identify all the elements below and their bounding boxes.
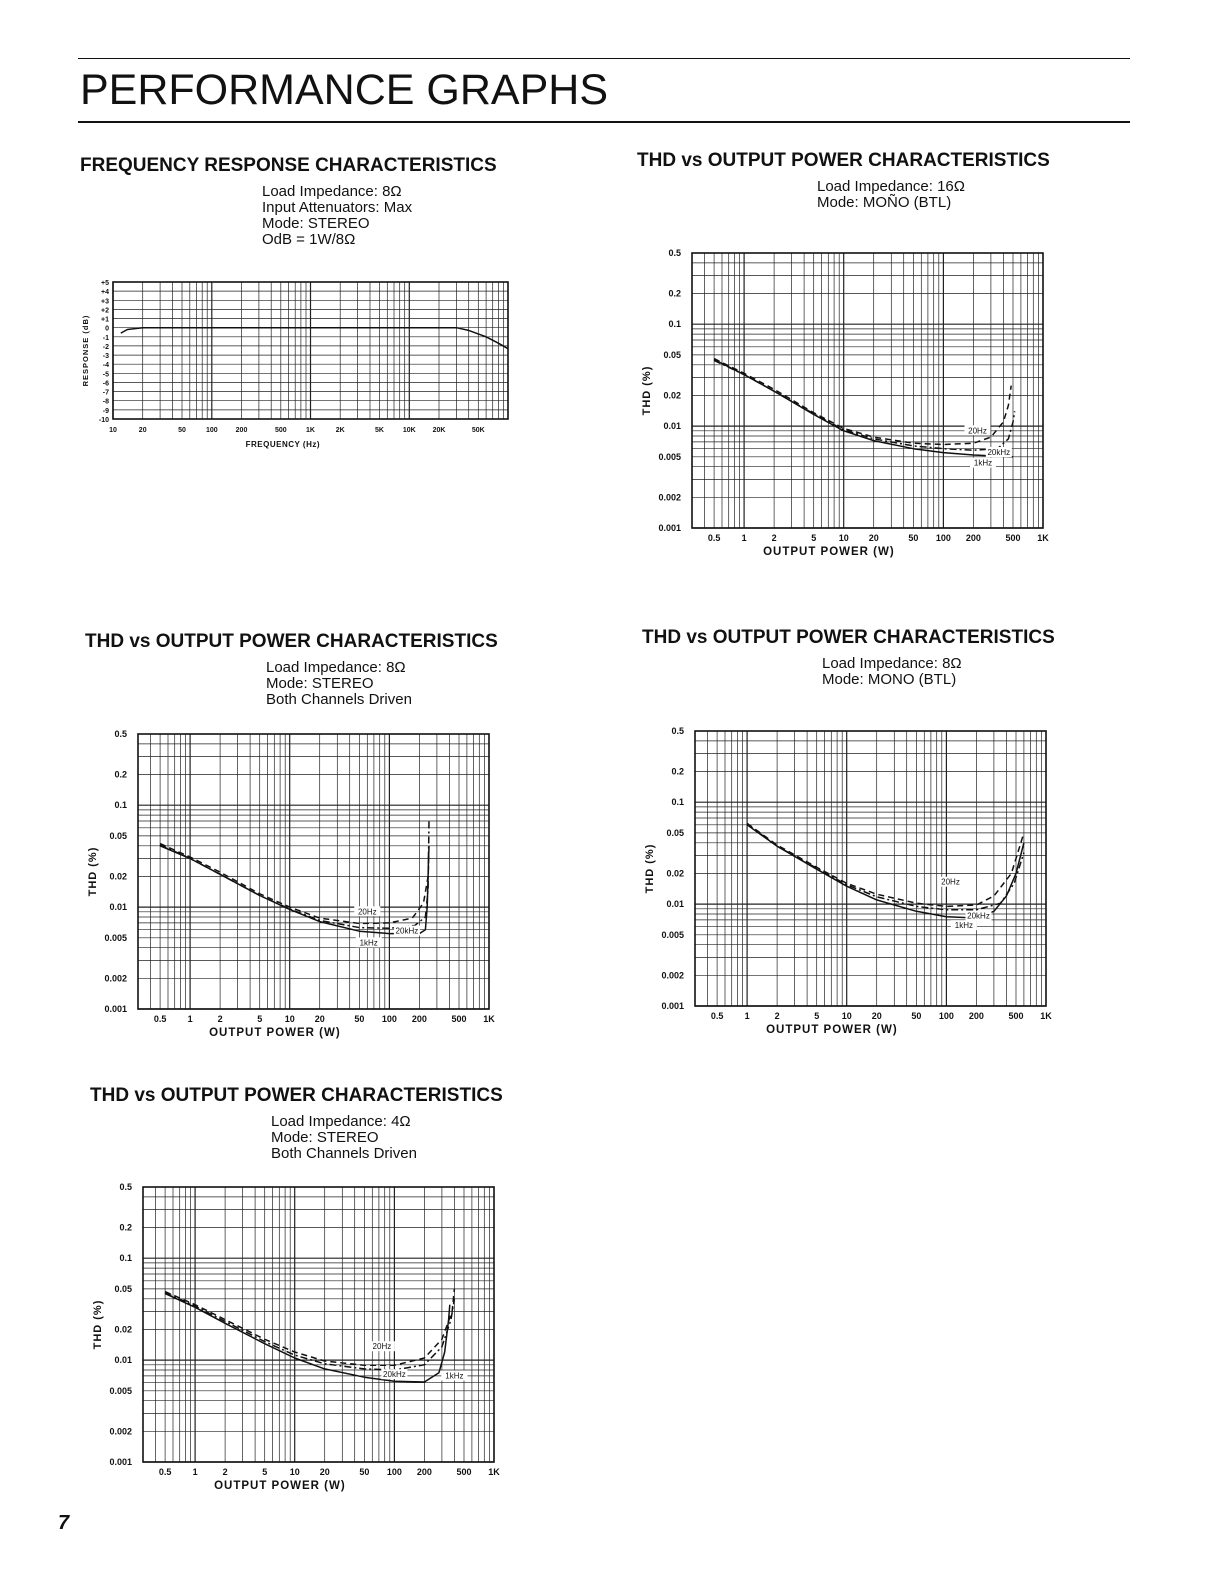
y-tick-label: 0.005 [104,932,127,943]
condition-line: Load Impedance: 8Ω [266,659,406,676]
x-tick-label: 1 [744,1011,750,1021]
series-label: 20Hz [968,426,987,436]
series-label: 20kHz [987,448,1011,457]
y-tick-label: -5 [102,371,109,379]
condition-line: Mode: MONO (BTL) [822,671,957,688]
x-tick-label: 20 [138,427,147,434]
series-label: 20Hz [372,1342,392,1352]
y-tick-label: 0.002 [109,1426,132,1437]
y-tick-label: 0.01 [666,899,684,910]
page-title: PERFORMANCE GRAPHS [80,66,609,114]
x-tick-label: 20 [871,1011,882,1021]
x-tick-label: 10K [402,427,416,434]
x-tick-label: 0.5 [158,1467,172,1477]
series-label: 20Hz [357,907,377,917]
y-tick-label: 0.001 [658,523,681,533]
chart-title-thd-4ohm-stereo: THD vs OUTPUT POWER CHARACTERISTICS [90,1085,503,1106]
series-line-1khz [165,1294,450,1382]
x-axis-title: OUTPUT POWER (W) [766,1024,898,1036]
series-label: 20kHz [383,1370,406,1380]
y-axis-title: THD (%) [644,843,656,894]
y-tick-label: -4 [102,362,109,370]
y-tick-label: -2 [102,343,109,351]
x-tick-label: 200 [965,533,981,543]
series-label: 1kHz [973,458,993,468]
y-tick-label: +4 [101,289,109,297]
x-tick-label: 1K [306,427,315,434]
x-tick-label: 100 [938,1011,954,1021]
series-line-20khz [165,1293,454,1370]
y-tick-label: -10 [98,417,109,424]
y-tick-label: 0.2 [668,288,681,299]
y-axis-title: THD (%) [92,1299,104,1350]
x-tick-label: 10 [838,533,849,543]
y-tick-label: 0.1 [114,800,127,811]
y-axis-title: RESPONSE (dB) [81,314,90,387]
y-tick-label: 0.002 [104,973,127,984]
x-tick-label: 100 [935,533,951,543]
x-tick-label: 10 [841,1011,852,1021]
x-tick-label: 1K [1037,533,1049,543]
x-tick-label: 5 [257,1014,263,1024]
x-tick-label: 200 [416,1467,432,1477]
x-axis-title: FREQUENCY (Hz) [245,440,321,449]
y-tick-label: -7 [102,389,109,397]
y-tick-label: 0.05 [114,1283,132,1294]
y-tick-label: 0.01 [114,1355,132,1366]
x-tick-label: 50K [471,427,485,434]
x-tick-label: 0.5 [153,1014,167,1024]
series-label: 20Hz [941,877,960,887]
x-tick-label: 20 [868,533,879,543]
x-tick-label: 20K [432,427,446,434]
x-tick-label: 500 [451,1014,467,1024]
y-tick-label: 0.002 [661,970,684,981]
series-label: 20kHz [967,911,990,921]
y-tick-label: 0.005 [109,1385,132,1396]
y-tick-label: 0.005 [658,451,681,462]
condition-line: Both Channels Driven [271,1145,417,1162]
x-tick-label: 50 [354,1014,365,1024]
y-axis-title: THD (%) [87,846,99,897]
x-tick-label: 100 [381,1014,397,1024]
chart-title-thd-8ohm-mono: THD vs OUTPUT POWER CHARACTERISTICS [642,627,1055,648]
x-tick-label: 20 [319,1467,330,1477]
chart-title-frequency-response: FREQUENCY RESPONSE CHARACTERISTICS [80,155,497,176]
y-tick-label: +1 [101,316,109,324]
condition-line: Mode: STEREO [262,215,370,232]
y-tick-label: 0.001 [104,1004,127,1014]
x-tick-label: 500 [456,1467,472,1477]
x-tick-label: 20 [314,1014,325,1024]
x-tick-label: 1K [1040,1011,1052,1021]
y-tick-label: 0.2 [671,766,684,777]
y-tick-label: 0.5 [671,726,684,736]
y-tick-label: 0.02 [666,868,684,879]
series-line-20hz [165,1289,454,1365]
page-number: 7 [58,1512,70,1534]
x-tick-label: 2 [774,1011,780,1021]
y-tick-label: 0.05 [663,349,681,360]
condition-line: Input Attenuators: Max [262,199,413,216]
y-tick-label: 0.01 [109,902,127,913]
x-tick-label: 2 [771,533,777,543]
y-axis-title: THD (%) [641,365,653,416]
x-tick-label: 500 [1008,1011,1024,1021]
y-tick-label: 0.001 [109,1457,132,1467]
y-tick-label: 0.005 [661,929,684,940]
x-tick-label: 500 [274,427,287,434]
y-tick-label: 0.1 [668,319,681,330]
x-tick-label: 50 [178,427,186,434]
condition-line: Load Impedance: 8Ω [822,655,962,672]
x-tick-label: 2 [222,1467,228,1477]
x-tick-label: 50 [359,1467,370,1477]
condition-line: Mode: STEREO [266,675,374,692]
y-tick-label: 0.02 [109,871,127,882]
condition-line: OdB = 1W/8Ω [262,231,356,248]
condition-line: Load Impedance: 4Ω [271,1113,411,1130]
y-tick-label: 0.002 [658,492,681,503]
condition-line: Both Channels Driven [266,691,412,708]
y-tick-label: -1 [102,334,109,342]
condition-line: Mode: STEREO [271,1129,379,1146]
y-tick-label: 0.5 [119,1182,132,1192]
x-tick-label: 5 [814,1011,820,1021]
x-tick-label: 5K [375,427,384,434]
y-tick-label: +5 [101,280,109,287]
series-label: 1kHz [445,1371,464,1381]
x-tick-label: 1 [187,1014,193,1024]
x-tick-label: 500 [1005,533,1021,543]
x-tick-label: 2K [335,427,345,434]
y-tick-label: 0.05 [109,830,127,841]
x-tick-label: 200 [411,1014,427,1024]
x-tick-label: 10 [284,1014,295,1024]
x-tick-label: 200 [235,427,248,434]
y-tick-label: 0.1 [119,1253,132,1264]
x-axis-title: OUTPUT POWER (W) [214,1480,346,1492]
y-tick-label: 0.05 [666,827,684,838]
chart-title-thd-16ohm-mono: THD vs OUTPUT POWER CHARACTERISTICS [637,150,1050,171]
chart-title-thd-8ohm-stereo: THD vs OUTPUT POWER CHARACTERISTICS [85,631,498,652]
x-tick-label: 50 [911,1011,922,1021]
series-label: 20kHz [395,926,419,936]
y-tick-label: +2 [101,307,109,315]
condition-line: Load Impedance: 16Ω [817,178,965,195]
x-tick-label: 0.5 [707,533,721,543]
x-axis-title: OUTPUT POWER (W) [763,546,895,558]
y-tick-label: 0.5 [114,729,127,739]
x-tick-label: 200 [968,1011,984,1021]
y-tick-label: -9 [102,407,109,415]
y-tick-label: 0.02 [663,390,681,401]
y-tick-label: -6 [102,380,109,388]
x-tick-label: 100 [386,1467,402,1477]
x-tick-label: 1K [483,1014,495,1024]
x-tick-label: 5 [811,533,817,543]
x-tick-label: 1K [488,1467,500,1477]
x-tick-label: 50 [908,533,919,543]
y-tick-label: +3 [101,298,109,306]
x-tick-label: 10 [289,1467,300,1477]
x-tick-label: 1 [741,533,747,543]
y-tick-label: 0 [105,325,109,333]
y-tick-label: 0.02 [114,1324,132,1335]
series-label: 1kHz [359,938,378,948]
x-tick-label: 1 [192,1467,198,1477]
condition-line: Load Impedance: 8Ω [262,183,402,200]
y-tick-label: -3 [102,353,109,361]
x-tick-label: 0.5 [710,1011,724,1021]
x-tick-label: 100 [205,427,218,434]
x-tick-label: 2 [217,1014,223,1024]
series-label: 1kHz [954,921,974,931]
condition-line: Mode: MOÑO (BTL) [817,194,952,211]
y-tick-label: 0.001 [661,1001,684,1011]
y-tick-label: 0.01 [663,421,681,432]
y-tick-label: 0.2 [114,769,127,780]
x-tick-label: 5 [262,1467,268,1477]
y-tick-label: -8 [102,398,109,406]
x-axis-title: OUTPUT POWER (W) [209,1027,341,1039]
y-tick-label: 0.5 [668,248,681,258]
x-tick-label: 10 [109,427,117,434]
y-tick-label: 0.2 [119,1222,132,1233]
y-tick-label: 0.1 [671,797,684,808]
